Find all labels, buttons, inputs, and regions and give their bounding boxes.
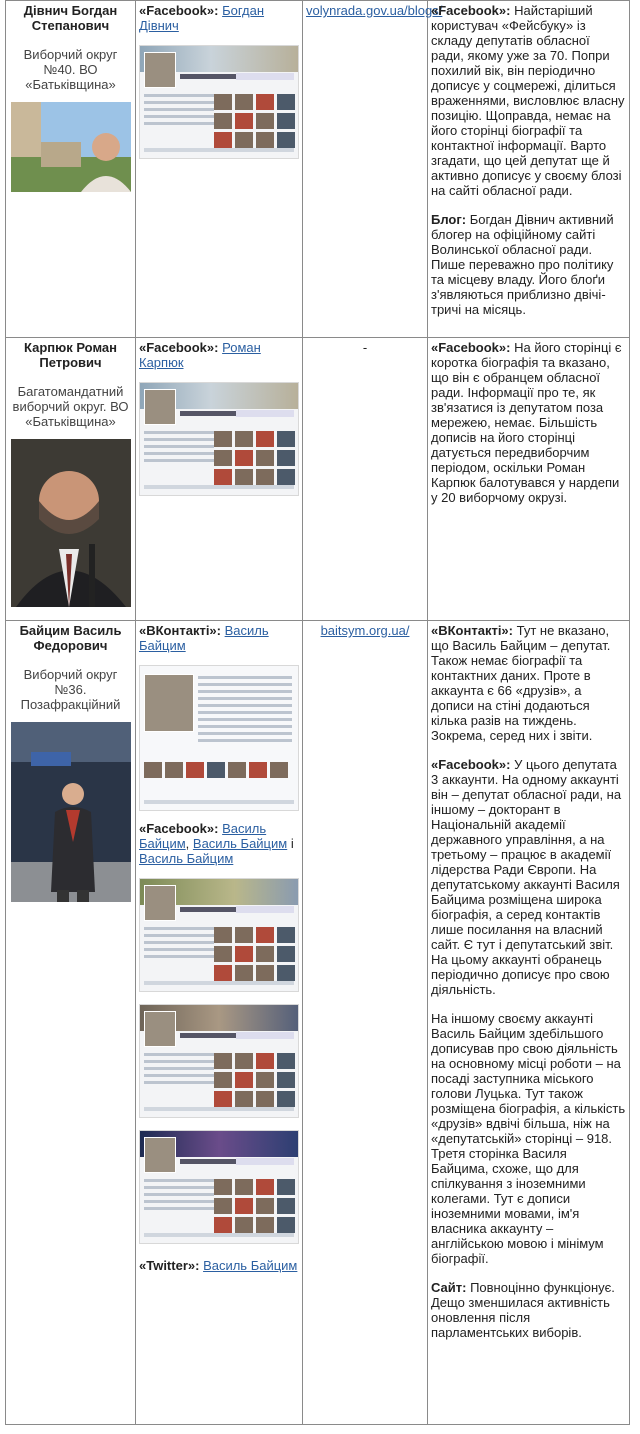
comment-label: «Facebook»:	[431, 3, 511, 18]
comment-text: На його сторінці є коротка біографія та вказано, що він є обранцем обласної ради. Інформації про те, як зв'язатися із депутатом поза мережею, немає. Більшість дописів на його сторінці датується передвиборчим періодом, оскільки Роман Карпюк балотувався у нардепи у 20 виборчому окрузі.	[431, 340, 622, 505]
comment-paragraph	[431, 340, 626, 505]
facebook-link[interactable]: Василь Байцим	[139, 821, 267, 851]
comment-paragraph	[431, 3, 626, 198]
account-label: «Twitter»:	[139, 1258, 200, 1273]
account-label: «Facebook»:	[139, 340, 219, 355]
comment-text: У цього депутата 3 аккаунти. На одному аккаунті він – депутат обласної ради, на іншому – докторант в Національній академії державного управління, а на третьому – працює в академії лідерства Ради Європи. На депутатському аккаунті Василя Байцима розміщена широка біографія, а серед контактів лише посилання на власний сайт. Є тут і депутатський звіт. На цьому аккаунті обранець періодично дописує про свою діяльність.	[431, 757, 622, 997]
blog-cell	[303, 338, 428, 621]
comment-paragraph	[431, 1280, 626, 1340]
table-row	[6, 621, 630, 1425]
facebook-link[interactable]: Василь Байцим	[192, 836, 288, 851]
facebook-link[interactable]: Василь Байцим	[139, 851, 234, 866]
facebook-screenshot	[139, 1004, 299, 1118]
comment-text: Повноцінно функціонує. Дещо зменшилася активність оновлення після парламентських виборів.	[431, 1280, 615, 1340]
separator: і	[287, 836, 294, 851]
comment-paragraph	[431, 623, 626, 743]
website-link[interactable]: baitsym.org.ua/	[320, 623, 410, 638]
separator: ,	[185, 836, 193, 851]
facebook-link[interactable]: Роман Карпюк	[139, 340, 261, 370]
vkontakte-screenshot	[139, 665, 299, 811]
comment-label: «ВКонтакті»:	[431, 623, 513, 638]
deputy-photo	[11, 102, 131, 192]
social-cell	[136, 621, 303, 1425]
deputy-district: Виборчий округ №40. ВО «Батьківщина»	[23, 47, 118, 92]
facebook-screenshot	[139, 878, 299, 992]
facebook-screenshot	[139, 1130, 299, 1244]
deputy-photo	[11, 722, 131, 902]
facebook-screenshot	[139, 45, 299, 159]
deputy-name: Дівнич Богдан Степанович	[23, 3, 118, 33]
facebook-link[interactable]: Богдан Дівнич	[139, 3, 265, 33]
blog-link[interactable]: volynrada.gov.ua/blogs/	[306, 3, 443, 18]
facebook-screenshot	[139, 382, 299, 496]
table-row	[6, 338, 630, 621]
vkontakte-link[interactable]: Василь Байцим	[139, 623, 269, 653]
comment-cell	[428, 338, 630, 621]
comment-label: Сайт:	[431, 1280, 467, 1295]
blog-cell	[303, 621, 428, 1425]
account-label: «Facebook»:	[139, 821, 219, 836]
comment-cell	[428, 621, 630, 1425]
table-row	[6, 1, 630, 338]
deputy-name: Байцим Василь Федорович	[19, 623, 122, 653]
comment-label: Блог:	[431, 212, 467, 227]
deputy-photo	[11, 439, 131, 607]
deputy-cell	[6, 338, 136, 621]
comment-text: На іншому своєму аккаунті Василь Байцим здебільшого дописував про свою діяльність на основному місці роботи – на посаді заступника міського голови Луцька. Тут також розміщена біографія, а кількість «друзів» вдвічі більша, ніж на «депутатській» сторінці – 918. Третя сторінка Василя Байцима, схоже, що для спілкування з іноземними колегами. Тут є дописи іноземними мовами, ім'я власника аккаунту – англійською мовою і мінімум біографії.	[431, 1011, 626, 1266]
social-cell	[136, 338, 303, 621]
comment-paragraph	[431, 757, 626, 997]
deputies-table	[5, 0, 630, 1425]
comment-cell	[428, 1, 630, 338]
deputy-district: Багатомандатний виборчий округ. ВО «Батьківщина»	[12, 384, 129, 429]
comment-label: «Facebook»:	[431, 340, 511, 355]
deputy-name: Карпюк Роман Петрович	[24, 340, 117, 370]
comment-text: Найстаріший користувач «Фейсбуку» із складу депутатів обласної ради, якому уже за 70. Попри похилий вік, він періодично дописує у соцмережі, ділиться враженнями, висловлює власну позицію. Щоправда, немає на його сторінці біографії та контактної інформації. Варто згадати, що цей депутат ще й активно дописує у своєму блозі на сайті обласної ради.	[431, 3, 625, 198]
comment-paragraph	[431, 212, 626, 317]
deputy-cell	[6, 621, 136, 1425]
blog-cell	[303, 1, 443, 338]
deputy-district: Виборчий округ №36. Позафракційний	[20, 667, 121, 712]
blog-empty: -	[362, 340, 368, 355]
account-label: «ВКонтакті»:	[139, 623, 221, 638]
twitter-link[interactable]: Василь Байцим	[203, 1258, 298, 1273]
deputy-cell	[6, 1, 136, 338]
comment-text: Богдан Дівнич активний блогер на офіційному сайті Волинської обласної ради. Пише переважно про політику та місцеву владу. Його блоґи з'являються приблизно двічі-тричі на місяць.	[431, 212, 614, 317]
comment-text: Тут не вказано, що Василь Байцим – депутат. Також немає біографії та контактних даних. Проте в аккаунта є 66 «друзів», а дописи на стіні додаються кілька разів на тиждень. Зокрема, серед них і звіти.	[431, 623, 611, 743]
social-cell	[136, 1, 303, 338]
account-label: «Facebook»:	[139, 3, 219, 18]
comment-paragraph	[431, 1011, 626, 1266]
comment-label: «Facebook»:	[431, 757, 511, 772]
